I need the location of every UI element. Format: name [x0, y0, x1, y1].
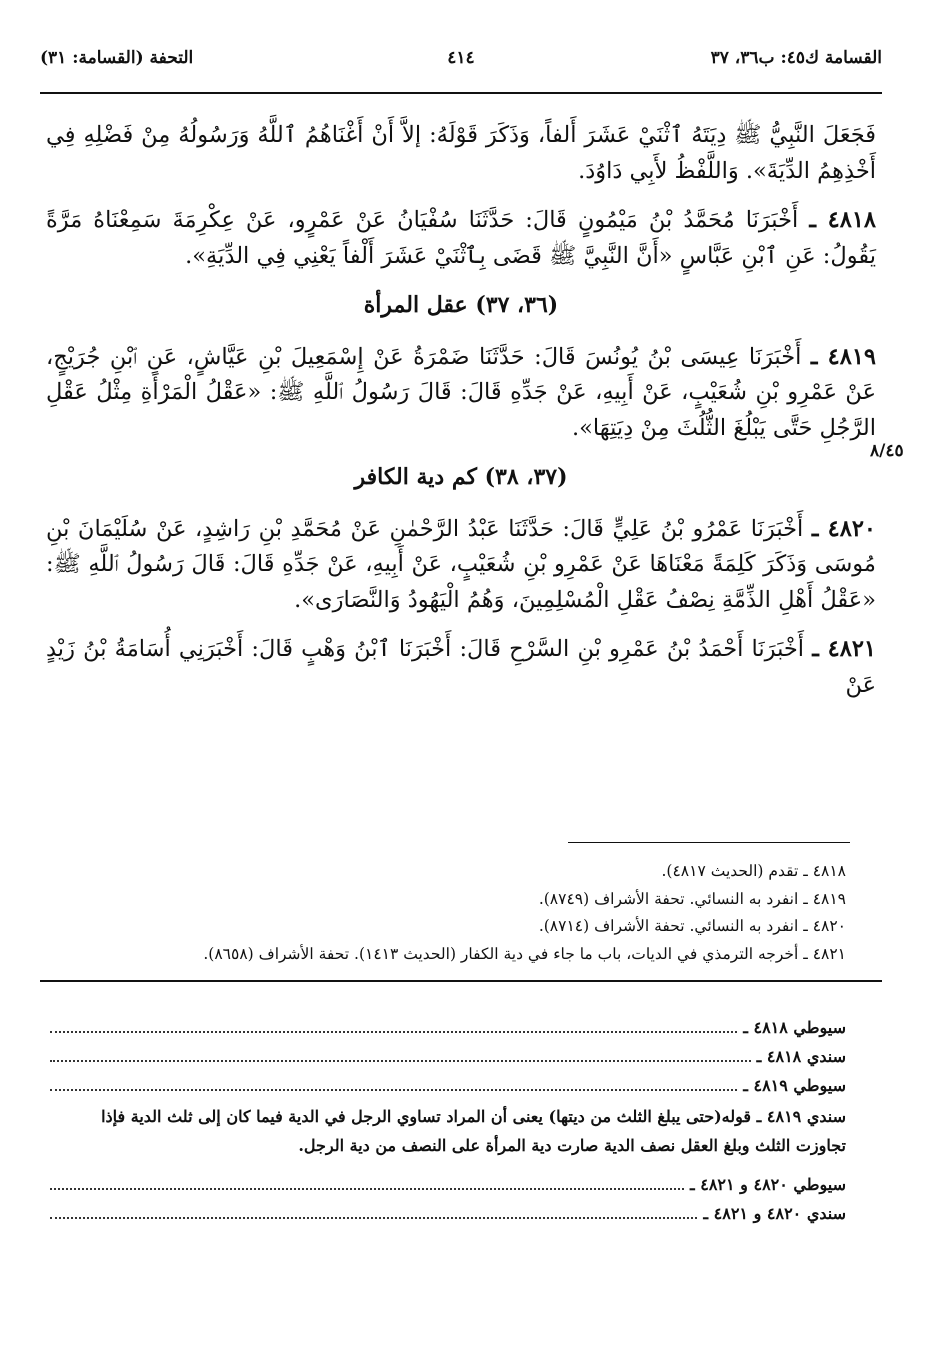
hadith-text: أَخْبَرَنَا عَمْرُو بْنُ عَلِيٍّ قَالَ: حَدَّثَنَا عَبْدُ الرَّحْمٰنِ عَنْ مُحَمَّدِ بْنِ رَاشِدٍ، عَنْ سُلَيْمَانَ بْنِ مُوسَى وَذَكَرَ كَلِمَةً مَعْنَاهَا عَنْ عَمْرِو بْنِ شُعَيْبٍ، عَنْ أَبِيهِ، عَنْ جَدِّهِ قَالَ: قَالَ رَسُولُ ٱللَّهِ ﷺ: «عَقْلُ أَهْلِ الذِّمَّةِ نِصْفُ عَقْلِ الْمُسْلِمِينَ، وَهُمُ الْيَهُودُ وَالنَّصَارَى». — [46, 515, 876, 613]
commentary-note — [50, 1102, 846, 1160]
hadith-number: ٤٨١٩ ـ — [810, 343, 876, 370]
commentary-note-text: قوله(حتى يبلغ الثلث من ديتها) يعنى أن المراد تساوي الرجل في الدية فيما كان إلى ثلث الدية فإذا تجاوزت الثلث وبلغ العقل نصف الدية صارت دية المرأة على النصف من دية الرجل. — [101, 1107, 846, 1155]
hadith-text: أَخْبَرَنَا مُحَمَّدُ بْنُ مَيْمُونٍ قَالَ: حَدَّثَنَا سُفْيَانُ عَنْ عَمْرٍو، عَنْ عِكْرِمَةَ سَمِعْنَاهُ مَرَّةً يَقُولُ: عَنِ ٱبْنِ عَبَّاسٍ «أَنَّ النَّبِيَّ ﷺ قَضَى بِٱثْنَيْ عَشَرَ أَلْفاً يَعْنِي فِي الدِّيَةِ». — [46, 207, 876, 269]
hadith-number: ٤٨٢١ ـ — [812, 636, 876, 662]
paragraph-continuation: فَجَعَلَ النَّبِيُّ ﷺ دِيَتَهُ ٱثْنَيْ عَشَرَ أَلفاً، وَذَكَرَ قَوْلَهُ: إلاَّ أَنْ أَغْنَاهُمُ ٱللَّهُ وَرَسُولُهُ مِنْ فَضْلِهِ فِي أَخْذِهِمُ الدِّيَةَ». وَاللَّفْظُ لأَبِي دَاوُدَ. — [46, 122, 876, 184]
commentary-label: سندي ٤٨١٨ ـ — [756, 1047, 846, 1066]
commentary-label: سيوطي ٤٨١٩ ـ — [743, 1076, 846, 1095]
commentary-label: سندي ٤٨١٩ ـ — [756, 1107, 846, 1126]
header-tuhfa-ref: التحفة (القسامة: ٣١) — [40, 48, 194, 68]
page-number: ٤١٤ — [447, 48, 475, 68]
dot-leader — [50, 1187, 684, 1190]
section-heading-woman-blood-money: (٣٦، ٣٧) عقل المرأة — [363, 292, 559, 318]
commentary-section — [50, 1013, 846, 1228]
commentary-row — [50, 1071, 846, 1100]
margin-reference: ٨/٤٥ — [870, 441, 904, 461]
footnote-item: ٤٨٢١ ـ أخرجه الترمذي في الديات، باب ما جاء في دية الكفار (الحديث ١٤١٣). تحفة الأشراف (٨٦٥٨). — [203, 944, 846, 963]
commentary-label: سيوطي ٤٨٢٠ و ٤٨٢١ ـ — [689, 1175, 846, 1194]
footnote-item: ٤٨١٩ ـ انفرد به النسائي. تحفة الأشراف (٨٧٤٩). — [538, 889, 846, 908]
main-text — [46, 118, 876, 717]
dot-leader — [50, 1216, 697, 1219]
hadith-4821 — [46, 632, 876, 703]
hadith-4818 — [46, 203, 876, 274]
commentary-label: سندي ٤٨٢٠ و ٤٨٢١ ـ — [703, 1204, 846, 1223]
dot-leader — [50, 1088, 737, 1091]
section-heading-disbeliever-blood-money: (٣٧، ٣٨) كم دية الكافر — [354, 464, 568, 490]
header-rule — [40, 92, 882, 94]
commentary-row — [50, 1170, 846, 1199]
footnote-item: ٤٨١٨ ـ تقدم (الحديث ٤٨١٧). — [661, 862, 846, 880]
footnote-item: ٤٨٢٠ ـ انفرد به النسائي. تحفة الأشراف (٨٧١٤). — [538, 917, 846, 935]
commentary-label: سيوطي ٤٨١٨ ـ — [743, 1018, 846, 1037]
footnote-rule — [568, 842, 850, 843]
hadith-number: ٤٨٢٠ ـ — [811, 515, 876, 542]
hadith-text: أَخْبَرَنَا عِيسَى بْنُ يُونُسَ قَالَ: حَدَّثَنَا ضَمْرَةُ عَنْ إِسْمَعِيلَ بْنِ عَيَّاشٍ، عَنِ ٱبْنِ جُرَيْجٍ، عَنْ عَمْرِو بْنِ شُعَيْبٍ، عَنْ أَبِيهِ، عَنْ جَدِّهِ قَالَ: قَالَ رَسُولُ ٱللَّهِ ﷺ: «عَقْلُ الْمَرْأَةِ مِثْلُ عَقْلِ الرَّجُلِ حَتَّى يَبْلُغَ الثُّلُثَ مِنْ دِيَتِهَا». — [46, 343, 876, 441]
dot-leader — [50, 1030, 737, 1033]
dot-leader — [50, 1059, 751, 1062]
header-chapter-ref: القسامة ك٤٥: ب٣٦، ٣٧ — [710, 48, 882, 68]
commentary-row — [50, 1013, 846, 1042]
hadith-4819 — [46, 340, 876, 447]
hadith-text: أَخْبَرَنَا أَحْمَدُ بْنُ عَمْرِو بْنِ السَّرْحِ قَالَ: أَخْبَرَنَا ٱبْنُ وَهْبٍ قَالَ: أَخْبَرَنِي أُسَامَةُ بْنُ زَيْدٍ عَنْ — [46, 636, 876, 698]
hadith-4820 — [46, 512, 876, 619]
page-header — [40, 44, 882, 80]
hadith-number: ٤٨١٨ ـ — [809, 207, 876, 233]
commentary-row — [50, 1199, 846, 1228]
commentary-row — [50, 1042, 846, 1071]
footnotes — [100, 858, 846, 968]
commentary-rule — [40, 980, 882, 982]
